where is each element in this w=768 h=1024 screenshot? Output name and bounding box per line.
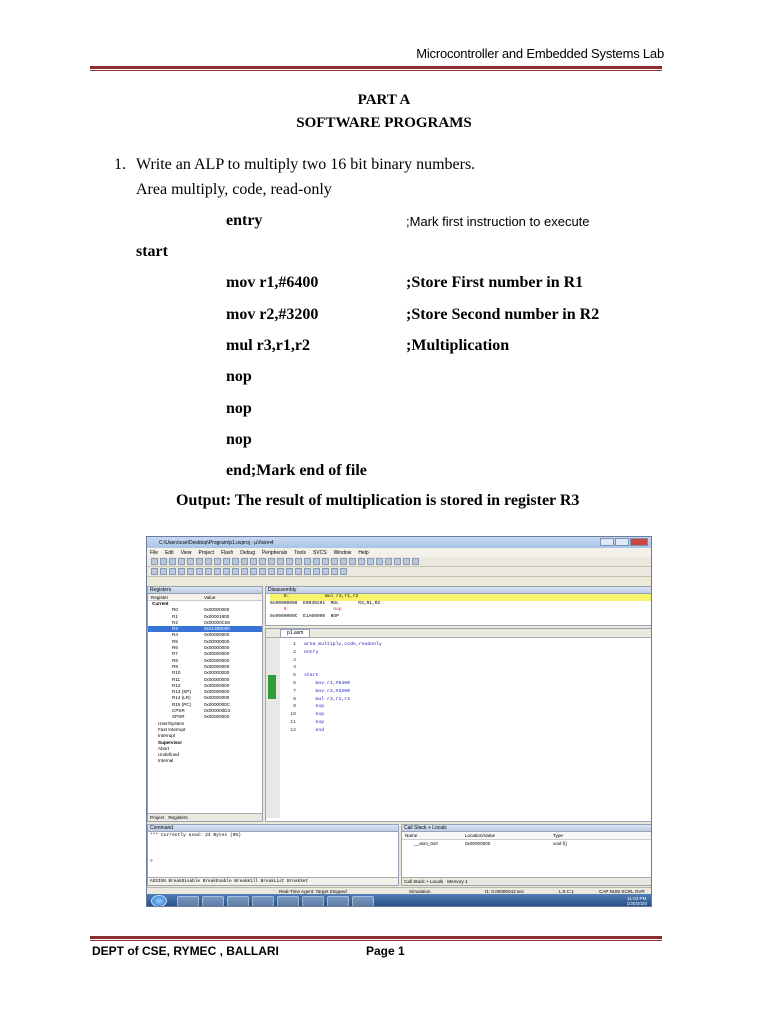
line-code: nop xyxy=(304,704,325,710)
register-value: 0x00000000 xyxy=(204,638,230,644)
toolbar-button-icon[interactable] xyxy=(367,558,374,565)
registers-tab[interactable]: Registers xyxy=(168,815,188,820)
register-name: R0 xyxy=(172,607,178,613)
program-comment: ;Multiplication xyxy=(406,337,510,354)
toolbar-button-icon[interactable] xyxy=(232,568,239,575)
disassembly-line: 9: nop xyxy=(270,607,342,612)
register-name: CPSR xyxy=(172,708,185,714)
source-line xyxy=(276,711,382,719)
register-value: 0x0138B000 xyxy=(204,626,230,632)
menu-item[interactable]: File xyxy=(150,549,159,556)
window-controls xyxy=(600,538,648,546)
area-line: Area multiply, code, read-only xyxy=(136,181,332,198)
disassembly-title: Disassembly xyxy=(266,587,652,594)
register-value: 0x00000000 xyxy=(204,670,230,676)
uvision-screenshot xyxy=(146,536,652,907)
toolbar-button-icon[interactable] xyxy=(169,568,176,575)
question-text: Write an ALP to multiply two 16 bit binary numbers. xyxy=(136,156,476,173)
toolbar-button-icon[interactable] xyxy=(403,558,410,565)
toolbar-button-icon[interactable] xyxy=(250,558,257,565)
line-number: 5 xyxy=(293,673,296,679)
disassembly-line: 0x00000008 E0030291 MUL R3,R1,R2 xyxy=(270,600,381,606)
line-code: start xyxy=(304,673,319,679)
chrome-taskbar-icon[interactable] xyxy=(277,896,299,907)
mode-name: User/System xyxy=(158,720,185,726)
line-code: mov r1,#6400 xyxy=(304,680,351,686)
register-name: R2 xyxy=(172,619,178,625)
register-name: R1 xyxy=(172,613,178,619)
callstack-tabs xyxy=(402,877,652,885)
mode-name: Interrupt xyxy=(158,733,176,739)
toolbar-button-icon[interactable] xyxy=(160,558,167,565)
line-number: 4 xyxy=(293,665,296,671)
toolbar-button-icon[interactable] xyxy=(169,558,176,565)
line-number: 1 xyxy=(293,642,296,647)
menu-item[interactable]: Project xyxy=(198,549,214,556)
mode-name: Undefined xyxy=(158,752,179,758)
register-value: 0x00000000 xyxy=(204,607,230,613)
callstack-col: Location/Value xyxy=(465,833,496,838)
mode-name: Supervisor xyxy=(158,739,182,745)
menu-bar xyxy=(147,548,651,557)
callstack-pane xyxy=(401,824,652,886)
toolbar-button-icon[interactable] xyxy=(196,568,203,575)
toolbar-button-icon[interactable] xyxy=(322,558,329,565)
toolbar-button-icon[interactable] xyxy=(349,558,356,565)
col-value: Value xyxy=(204,595,216,600)
col-register: Register xyxy=(151,595,169,600)
ie-taskbar-icon[interactable] xyxy=(177,896,199,907)
toolbar-button-icon[interactable] xyxy=(313,558,320,565)
register-name: R6 xyxy=(172,645,178,651)
source-line xyxy=(276,688,382,696)
line-code: mul r3,r1,r2 xyxy=(304,696,351,702)
toolbar-button-icon[interactable] xyxy=(187,558,194,565)
callstack-col: Name xyxy=(405,833,418,838)
register-value: 0x00000000 xyxy=(204,682,230,688)
disassembly-line: 0x0000000C E1A00000 NOP xyxy=(270,613,339,619)
toolbar-button-icon[interactable] xyxy=(358,558,365,565)
program-instruction: entry xyxy=(226,212,263,229)
header-title: Microcontroller and Embedded Systems Lab xyxy=(416,46,664,61)
toolbar-button-icon[interactable] xyxy=(241,568,248,575)
toolbar-button-icon[interactable] xyxy=(340,568,347,575)
close-button[interactable] xyxy=(630,538,648,546)
register-name: R9 xyxy=(172,663,178,669)
source-line xyxy=(276,703,382,711)
footer-rule xyxy=(90,936,662,941)
program-comment: ;Mark first instruction to execute xyxy=(406,214,590,229)
callstack-col: Type xyxy=(553,833,563,838)
app-taskbar-icon[interactable] xyxy=(352,896,374,907)
register-name: R12 xyxy=(172,682,181,688)
line-code: entry xyxy=(304,649,319,655)
status-sim: Simulation xyxy=(409,889,431,894)
toolbar-button-icon[interactable] xyxy=(268,558,275,565)
register-name: R15 (PC) xyxy=(172,701,192,707)
line-code: mov r2,#3200 xyxy=(304,688,351,694)
register-value: 0x00000000 xyxy=(204,651,230,657)
mode-list xyxy=(148,721,262,765)
media-taskbar-icon[interactable] xyxy=(202,896,224,907)
explorer-taskbar-icon[interactable] xyxy=(252,896,274,907)
menu-item[interactable]: Edit xyxy=(165,549,174,556)
mode-name: Abort xyxy=(158,745,169,751)
callstack-tab[interactable]: Call Stack + Locals xyxy=(404,879,444,884)
toolbar-button-icon[interactable] xyxy=(151,558,158,565)
menu-item[interactable]: Peripherals xyxy=(261,549,288,556)
source-line xyxy=(276,680,382,688)
menu-item[interactable]: Tools xyxy=(294,549,306,556)
toolbar-button-icon[interactable] xyxy=(286,558,293,565)
toolbar-button-icon[interactable] xyxy=(331,558,338,565)
registers-tabs xyxy=(148,813,262,821)
toolbar-button-icon[interactable] xyxy=(394,558,401,565)
register-value: 0x00000000 xyxy=(204,645,230,651)
program-comment: ;Store Second number in R2 xyxy=(406,306,600,323)
windows-taskbar xyxy=(147,894,652,907)
register-value: 0x00000C80 xyxy=(204,619,231,625)
program-comment: ;Store First number in R1 xyxy=(406,274,584,291)
program-instruction: mov r2,#3200 xyxy=(226,306,319,323)
toolbar-button-icon[interactable] xyxy=(331,568,338,575)
part-heading: PART A xyxy=(357,92,411,108)
toolbar-button-icon[interactable] xyxy=(295,558,302,565)
window-titlebar xyxy=(147,537,651,548)
program-instruction: end;Mark end of file xyxy=(226,462,367,479)
program-instruction: nop xyxy=(226,400,252,417)
toolbar-2 xyxy=(147,567,651,577)
line-number: 6 xyxy=(293,680,296,686)
line-code: area multiply,code,readonly xyxy=(304,642,382,647)
toolbar-button-icon[interactable] xyxy=(196,558,203,565)
line-number: 2 xyxy=(293,649,296,655)
toolbar-button-icon[interactable] xyxy=(178,558,185,565)
toolbar-button-icon[interactable] xyxy=(214,558,221,565)
register-value: 0x00000000 xyxy=(204,695,230,701)
command-prompt[interactable]: > xyxy=(150,859,153,864)
menu-item[interactable]: View xyxy=(180,549,192,556)
toolbar-button-icon[interactable] xyxy=(205,568,212,575)
toolbar-button-icon[interactable] xyxy=(295,568,302,575)
program-instruction: mul r3,r1,r2 xyxy=(226,337,310,354)
uvision-taskbar-icon[interactable] xyxy=(302,896,324,907)
toolbar-button-icon[interactable] xyxy=(232,558,239,565)
question-number: 1. xyxy=(114,156,126,173)
keil-taskbar-icon[interactable] xyxy=(227,896,249,907)
editor-tabbar xyxy=(266,629,652,638)
register-value: 0x00000000 xyxy=(204,714,230,720)
toolbar-button-icon[interactable] xyxy=(313,568,320,575)
register-value: 0x0000000C xyxy=(204,701,231,707)
status-caps: CAP NUM SCRL OVR xyxy=(599,889,645,894)
register-name: R13 (SP) xyxy=(172,689,191,695)
registers-header xyxy=(148,594,262,601)
toolbar-button-icon[interactable] xyxy=(214,568,221,575)
editor-tab[interactable]: p1.asm xyxy=(280,629,310,638)
register-value: 0x00000000 xyxy=(204,663,230,669)
menu-item[interactable]: Flash xyxy=(221,549,234,556)
line-number: 10 xyxy=(290,712,296,718)
part-subtitle: SOFTWARE PROGRAMS xyxy=(296,115,472,131)
callstack-row[interactable] xyxy=(402,840,652,847)
start-button-icon[interactable] xyxy=(151,895,167,907)
menu-item[interactable]: Window xyxy=(333,549,352,556)
footer-page: Page 1 xyxy=(366,944,405,958)
minimize-button[interactable] xyxy=(600,538,614,546)
toolbar-button-icon[interactable] xyxy=(223,558,230,565)
editor-code xyxy=(276,641,382,735)
register-name: SPSR xyxy=(172,714,185,720)
toolbar-button-icon[interactable] xyxy=(385,558,392,565)
line-number: 11 xyxy=(290,719,296,725)
program-instruction: nop xyxy=(226,368,252,385)
toolbar-button-icon[interactable] xyxy=(376,558,383,565)
source-line xyxy=(276,719,382,727)
tray-clock[interactable]: 11:03 PM 1/30/2020 xyxy=(626,896,647,906)
register-value: 0x00000000 xyxy=(204,689,230,695)
register-name: R5 xyxy=(172,638,178,644)
toolbar-button-icon[interactable] xyxy=(322,568,329,575)
registers-title: Registers xyxy=(148,587,262,594)
menu-item[interactable]: SVCS xyxy=(312,549,327,556)
toolbar-button-icon[interactable] xyxy=(223,568,230,575)
mode-name: Internal xyxy=(158,758,174,764)
source-line xyxy=(276,664,382,672)
footer-dept: DEPT of CSE, RYMEC , BALLARI xyxy=(92,944,279,958)
breakpoint-marker xyxy=(268,675,276,699)
callstack-header xyxy=(402,832,652,840)
register-name: R7 xyxy=(172,651,178,657)
toolbar-button-icon[interactable] xyxy=(412,558,419,565)
register-value: 0x00000000 xyxy=(204,632,230,638)
toolbar-button-icon[interactable] xyxy=(277,558,284,565)
line-code: end xyxy=(304,727,325,733)
program-instruction: nop xyxy=(226,431,252,448)
line-number: 9 xyxy=(293,704,296,710)
toolbar-button-icon[interactable] xyxy=(304,568,311,575)
source-line xyxy=(276,672,382,680)
toolbar-button-icon[interactable] xyxy=(277,568,284,575)
callstack-cell: void f() xyxy=(553,841,568,846)
register-group-current[interactable]: Current xyxy=(152,601,169,606)
disassembly-pane xyxy=(265,586,652,626)
register-value: 0x00001900 xyxy=(204,613,230,619)
register-value: 0x000000D3 xyxy=(204,708,231,714)
toolbar-button-icon[interactable] xyxy=(286,568,293,575)
toolbar-button-icon[interactable] xyxy=(259,558,266,565)
register-list xyxy=(148,607,262,720)
register-name: R3 xyxy=(172,626,178,632)
register-mode-group[interactable] xyxy=(148,758,262,764)
toolbar-button-icon[interactable] xyxy=(187,568,194,575)
line-code: nop xyxy=(304,719,325,725)
source-line xyxy=(276,696,382,704)
source-line xyxy=(276,657,382,665)
toolbar-button-icon[interactable] xyxy=(268,568,275,575)
menu-item[interactable]: Help xyxy=(358,549,369,556)
status-time: t1: 0.00000042 sec xyxy=(485,889,525,894)
callstack-tab[interactable]: Memory 1 xyxy=(447,879,468,884)
register-name: R11 xyxy=(172,676,181,682)
status-bar xyxy=(147,887,652,894)
toolbar-button-icon[interactable] xyxy=(259,568,266,575)
toolbar-button-icon[interactable] xyxy=(250,568,257,575)
line-code: nop xyxy=(304,712,325,718)
registers-pane xyxy=(147,586,263,822)
line-number: 8 xyxy=(293,696,296,702)
toolbar-button-icon[interactable] xyxy=(205,558,212,565)
status-agent: Real-Time Agent: Target Stopped xyxy=(279,889,347,894)
register-name: R8 xyxy=(172,657,178,663)
source-line xyxy=(276,641,382,649)
line-number: 3 xyxy=(293,657,296,663)
register-value: 0x00000000 xyxy=(204,657,230,663)
status-pos: L:9 C:1 xyxy=(559,889,574,894)
callstack-cell: 0x00000000 xyxy=(465,841,491,846)
editor-pane xyxy=(265,628,652,822)
register-name: R4 xyxy=(172,632,178,638)
program-instruction: mov r1,#6400 xyxy=(226,274,319,291)
registers-tab[interactable]: Project xyxy=(150,815,165,820)
header-rule xyxy=(90,66,662,71)
folder-taskbar-icon[interactable] xyxy=(327,896,349,907)
line-number: 7 xyxy=(293,688,296,694)
callstack-title: Call Stack + Locals xyxy=(402,825,652,832)
program-label: start xyxy=(136,243,168,260)
window-title: C:\Users\cse\Desktop\Program\p1.uvproj - µVision4 xyxy=(159,539,274,546)
menu-item[interactable]: Debug xyxy=(240,549,255,556)
toolbar-button-icon[interactable] xyxy=(241,558,248,565)
source-line xyxy=(276,727,382,735)
output-statement: Output: The result of multiplication is stored in register R3 xyxy=(176,492,580,509)
command-pane xyxy=(147,824,399,886)
disassembly-lines xyxy=(266,594,652,620)
toolbar-button-icon[interactable] xyxy=(160,568,167,575)
toolbar-1 xyxy=(147,557,651,567)
toolbar-button-icon[interactable] xyxy=(178,568,185,575)
register-value: 0x00000000 xyxy=(204,676,230,682)
line-number: 12 xyxy=(290,727,296,733)
command-output: *** Currently used: 24 Bytes (0%) xyxy=(150,833,241,838)
toolbar-button-icon[interactable] xyxy=(304,558,311,565)
toolbar-button-icon[interactable] xyxy=(151,568,158,575)
source-line xyxy=(276,649,382,657)
register-name: R10 xyxy=(172,670,181,676)
command-title: Command xyxy=(148,825,398,832)
mode-name: Fast Interrupt xyxy=(158,726,186,732)
maximize-button[interactable] xyxy=(615,538,629,546)
callstack-cell: __asm_0x0 xyxy=(414,841,438,846)
register-name: R14 (LR) xyxy=(172,695,191,701)
command-assign-bar: ASSIGN BreakDisable BreakEnable BreakKill BreakList BreakSet xyxy=(148,877,398,885)
toolbar-button-icon[interactable] xyxy=(340,558,347,565)
disassembly-line: 5: mul r3,r1,r2 xyxy=(270,594,652,601)
